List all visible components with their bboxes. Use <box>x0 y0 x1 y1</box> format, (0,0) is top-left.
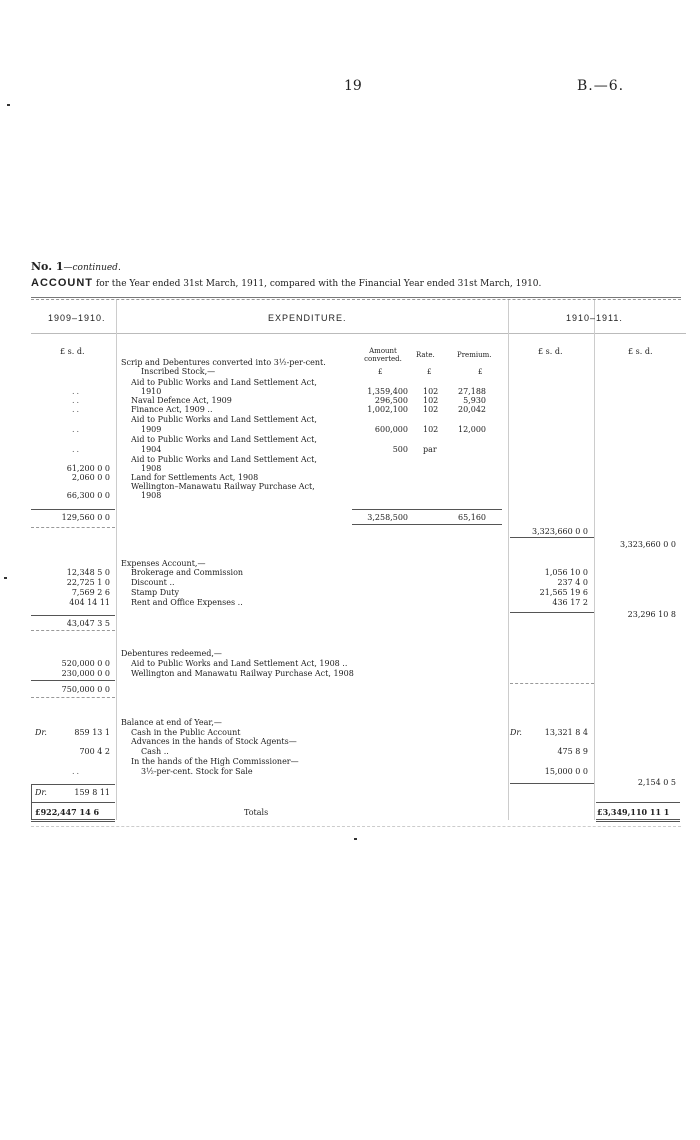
amount-converted-heading: Amount converted. <box>364 347 402 363</box>
balance-l3: In the hands of the High Commissioner— <box>131 757 299 766</box>
scrip-l4-rate: 102 <box>423 425 439 434</box>
scrip-total-prev: 129,560 0 0 <box>61 513 110 522</box>
balance-l1-cur-dr: Dr. <box>510 728 522 737</box>
balance-l2-cash: Cash .. <box>141 747 169 756</box>
caption-text: for the Year ended 31st March, 1911, compared with the Financial Year ended 31st March, 1910. <box>95 279 542 289</box>
scrip-l3-premium: 20,042 <box>458 405 486 414</box>
balance-l2-cur: 475 8 9 <box>557 747 588 756</box>
balance-l1: Cash in the Public Account <box>131 728 241 737</box>
expenses-row-prev: 12,348 5 0 <box>66 568 110 577</box>
scrip-l2-rate: 102 <box>423 396 439 405</box>
scrip-total-premium: 65,160 <box>458 513 486 522</box>
lsd-heading-prev: £ s. d. <box>60 347 85 356</box>
scrip-l8-year: 1908 <box>141 491 162 500</box>
scrip-total-current-right: 3,323,660 0 0 <box>620 540 676 549</box>
expenses-row-current: 237 4 0 <box>557 578 588 587</box>
debentures-row-prev: 520,000 0 0 <box>61 659 110 668</box>
scrip-l1-year: 1910 <box>141 387 162 396</box>
scrip-l2-premium: 5,930 <box>463 396 486 405</box>
debentures-heading: Debentures redeemed,— <box>121 649 222 658</box>
scrip-l5-year: 1904 <box>141 445 162 454</box>
expenses-row-current: 436 17 2 <box>552 598 588 607</box>
scrip-l4: Aid to Public Works and Land Settlement Act, <box>131 415 317 424</box>
balance-l2-prev: 700 4 2 <box>79 747 110 756</box>
lsd-heading-cur: £ s. d. <box>538 347 563 356</box>
balance-l1-prev: 859 13 1 <box>74 728 110 737</box>
scrip-l7-prev: 2,060 0 0 <box>71 473 110 482</box>
scrip-l2-amount: 296,500 <box>374 396 408 405</box>
inscribed-stock: Inscribed Stock,— <box>141 367 216 376</box>
balance-l1-prev-dr: Dr. <box>35 728 47 737</box>
expenses-row-current: 1,056 10 0 <box>544 568 588 577</box>
rate-heading: Rate. <box>416 351 435 359</box>
scrip-total-amount: 3,258,500 <box>367 513 408 522</box>
continued-label: —continued. <box>63 263 121 273</box>
expenses-row-label: Stamp Duty <box>131 588 180 597</box>
balance-heading: Balance at end of Year,— <box>121 718 222 727</box>
balance-l1-cur: 13,321 8 4 <box>544 728 588 737</box>
expenditure-heading: EXPENDITURE. <box>268 313 347 323</box>
scrip-l2: Naval Defence Act, 1909 <box>131 396 232 405</box>
balance-total-current: 2,154 0 5 <box>637 778 676 787</box>
scrip-l3-rate: 102 <box>423 405 439 414</box>
premium-heading: Premium. <box>457 351 492 359</box>
scrip-l6-prev: 61,200 0 0 <box>66 464 110 473</box>
debentures-row-label: Wellington and Manawatu Railway Purchase Act, 1908 <box>131 669 354 678</box>
scrip-l5-amount: 500 <box>392 445 408 454</box>
page-number: 19 <box>344 78 362 94</box>
year-current-heading: 1910–1911. <box>566 313 623 323</box>
expenses-total-current: 23,296 10 8 <box>627 610 676 619</box>
expenses-row-label: Discount .. <box>131 578 175 587</box>
scrip-l1-premium: 27,188 <box>458 387 486 396</box>
scrip-l1-rate: 102 <box>423 387 439 396</box>
scrip-l3: Finance Act, 1909 .. <box>131 405 213 414</box>
lsd-heading-total: £ s. d. <box>628 347 653 356</box>
scrip-l6: Aid to Public Works and Land Settlement Act, <box>131 455 317 464</box>
table-number <box>31 260 121 273</box>
scrip-l1-amount: 1,359,400 <box>367 387 408 396</box>
scrip-l8-prev: 66,300 0 0 <box>66 491 110 500</box>
balance-l2: Advances in the hands of Stock Agents— <box>131 737 297 746</box>
scrip-l4-year: 1909 <box>141 425 162 434</box>
expenses-row-prev: 404 14 11 <box>69 598 110 607</box>
scrip-l3-amount: 1,002,100 <box>367 405 408 414</box>
pound-heading-rate: £ <box>427 368 432 376</box>
balance-l3-cur: 15,000 0 0 <box>544 767 588 776</box>
scrip-l5: Aid to Public Works and Land Settlement Act, <box>131 435 317 444</box>
debentures-row-prev: 230,000 0 0 <box>61 669 110 678</box>
totals-label: Totals <box>244 808 269 817</box>
expenses-row-label: Rent and Office Expenses .. <box>131 598 243 607</box>
debentures-total-prev: 750,000 0 0 <box>61 685 110 694</box>
expenses-heading: Expenses Account,— <box>121 559 206 568</box>
expenses-row-prev: 7,569 2 6 <box>71 588 110 597</box>
balance-total-prev-dr: Dr. <box>35 788 47 797</box>
balance-total-prev: 159 8 11 <box>74 788 110 797</box>
document-reference: B.—6. <box>577 78 625 94</box>
year-prev-heading: 1909–1910. <box>48 313 106 323</box>
expenses-row-prev: 22,725 1 0 <box>66 578 110 587</box>
scrip-l4-amount: 600,000 <box>374 425 408 434</box>
table-caption <box>31 277 541 289</box>
expenses-row-current: 21,565 19 6 <box>539 588 588 597</box>
expenses-total-prev: 43,047 3 5 <box>66 619 110 628</box>
scrip-l4-premium: 12,000 <box>458 425 486 434</box>
scrip-total-current: 3,323,660 0 0 <box>532 527 588 536</box>
expenses-row-label: Brokerage and Commission <box>131 568 244 577</box>
scrip-l1: Aid to Public Works and Land Settlement Act, <box>131 378 317 387</box>
scrip-l6-year: 1908 <box>141 464 162 473</box>
scrip-heading: Scrip and Debentures converted into 3½-per-cent. <box>121 358 326 367</box>
balance-l3-stock: 3½-per-cent. Stock for Sale <box>141 767 253 776</box>
pound-heading-premium: £ <box>478 368 483 376</box>
grand-total-prev: £922,447 14 6 <box>35 807 100 817</box>
scrip-l7: Land for Settlements Act, 1908 <box>131 473 259 482</box>
debentures-row-label: Aid to Public Works and Land Settlement Act, 1908 .. <box>131 659 348 668</box>
account-word: ACCOUNT <box>31 277 93 289</box>
table-number-label: No. 1 <box>31 260 64 273</box>
grand-total-current: £3,349,110 11 1 <box>597 807 670 817</box>
scrip-l5-rate: par <box>423 445 437 454</box>
pound-heading-amount: £ <box>378 368 383 376</box>
scrip-l8: Wellington–Manawatu Railway Purchase Act, <box>131 482 315 491</box>
